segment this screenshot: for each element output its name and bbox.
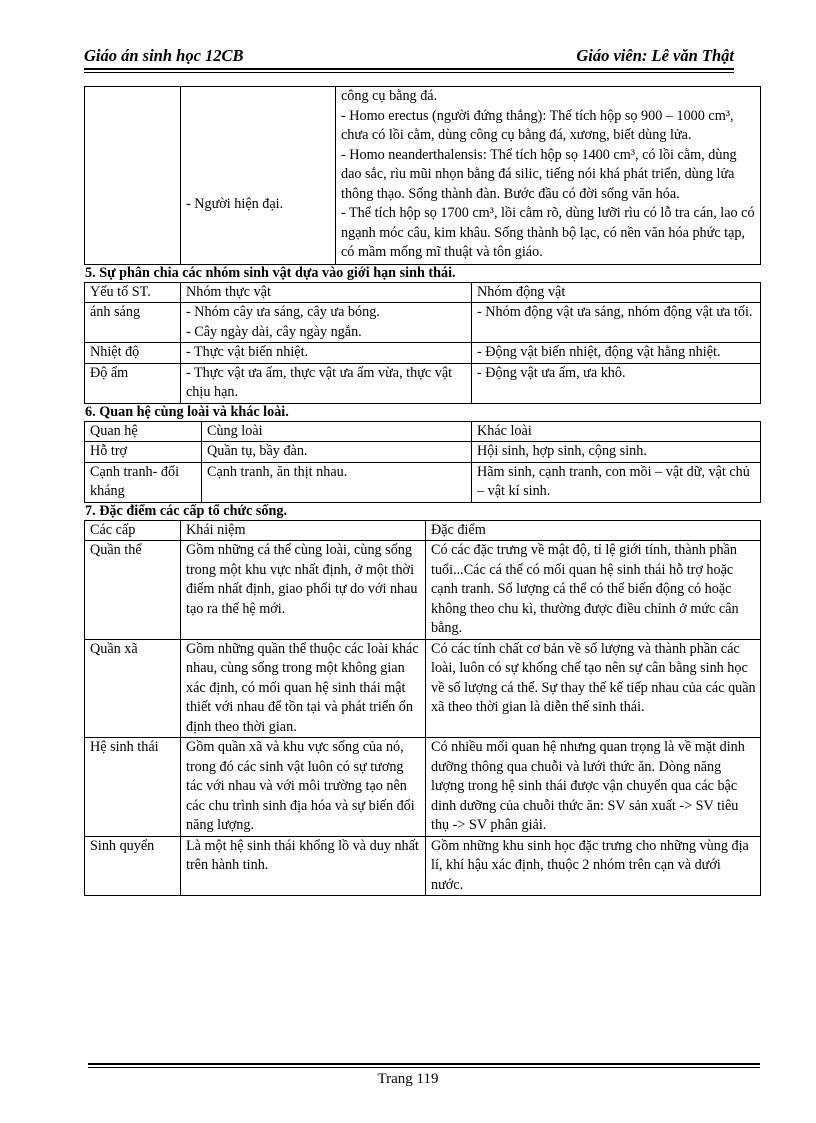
column-header: Quan hệ <box>85 421 202 442</box>
column-header: Đặc điểm <box>426 520 761 541</box>
table-row <box>85 343 761 364</box>
level-cell: Quần xã <box>85 639 181 738</box>
concept-cell: Là một hệ sinh thái khổng lồ và duy nhất trên hành tinh. <box>181 836 426 896</box>
header-teacher: Giáo viên: Lê văn Thật <box>576 46 734 65</box>
table-header-row <box>85 421 761 442</box>
column-header: Khác loài <box>472 421 761 442</box>
table-row <box>85 541 761 640</box>
feature-cell: Có các tính chất cơ bản về số lượng và thành phần các loài, luôn có sự khống chế tạo nên sự cân bằng sinh học về số lượng cá thể. Sự thay thế kế tiếp nhau của các quần xã theo thời gian là diễn thế sinh thái. <box>426 639 761 738</box>
table-row <box>85 836 761 896</box>
footer-rule <box>88 1063 760 1065</box>
document-body <box>84 86 760 896</box>
human-evolution-table <box>84 86 761 265</box>
page-number: Trang 119 <box>377 1071 439 1087</box>
concept-cell: Gồm quần xã và khu vực sống của nó, trong đó các sinh vật luôn có sự tương tác với nhau và với môi trường tạo nên các chu trình sinh địa hóa và sự biến đổi năng lượng. <box>181 738 426 837</box>
section-7-table <box>84 520 761 897</box>
relation-cell: Cạnh tranh- đối kháng <box>85 462 202 502</box>
factor-cell: Nhiệt độ <box>85 343 181 364</box>
animals-cell: - Động vật biến nhiệt, động vật hằng nhiệt. <box>472 343 761 364</box>
column-header: Cùng loài <box>202 421 472 442</box>
table-row <box>85 442 761 463</box>
section-5-table <box>84 282 761 404</box>
plants-cell: - Thực vật biến nhiệt. <box>181 343 472 364</box>
table-row <box>85 303 761 343</box>
section-6-table <box>84 421 761 503</box>
table-row <box>85 462 761 502</box>
feature-cell: Có nhiều mối quan hệ nhưng quan trọng là về mặt dinh dưỡng thông qua chuỗi và lưới thức ăn. Dòng năng lượng trong hệ sinh thái được vận chuyển qua các bậc dinh dưỡng của chuỗi thức ăn: SV sản xuất -> SV tiêu thụ -> SV phân giải. <box>426 738 761 837</box>
level-cell: Quần thể <box>85 541 181 640</box>
section-6-title: 6. Quan hệ cùng loài và khác loài. <box>85 403 289 420</box>
level-cell: Hệ sinh thái <box>85 738 181 837</box>
same-species-cell: Cạnh tranh, ăn thịt nhau. <box>202 462 472 502</box>
section-5-title: 5. Sự phân chia các nhóm sinh vật dựa vào giới hạn sinh thái. <box>85 264 456 281</box>
plants-cell: - Thực vật ưa ẩm, thực vật ưa ẩm vừa, thực vật chịu hạn. <box>181 363 472 403</box>
header-rule <box>84 68 734 70</box>
feature-cell: Có các đặc trưng về mật độ, tỉ lệ giới tính, thành phần tuổi...Các cá thể có mối quan hệ sinh thái hỗ trợ hoặc cạnh tranh. Số lượng cá thể có thể biến động có hoặc không theo chu kì, thường được điều chỉnh ở mức cân bằng. <box>426 541 761 640</box>
factor-cell: ánh sáng <box>85 303 181 343</box>
concept-cell: Gồm những cá thể cùng loài, cùng sống trong một khu vực nhất định, ở một thời điểm nhất định, giao phối tự do với nhau tạo ra thế hệ mới. <box>181 541 426 640</box>
plants-line: - Cây ngày dài, cây ngày ngắn. <box>186 323 362 340</box>
column-header: Nhóm thực vật <box>181 282 472 303</box>
factor-cell: Độ ẩm <box>85 363 181 403</box>
diff-species-cell: Hãm sinh, cạnh tranh, con mồi – vật dữ, vật chủ – vật kí sinh. <box>472 462 761 502</box>
same-species-cell: Quần tụ, bầy đàn. <box>202 442 472 463</box>
page-header <box>84 44 734 68</box>
human-stage-description <box>336 87 761 265</box>
empty-cell <box>85 87 181 265</box>
header-rule-thin <box>84 72 734 73</box>
column-header: Các cấp <box>85 520 181 541</box>
column-header: Khái niệm <box>181 520 426 541</box>
table-row <box>85 363 761 403</box>
plants-cell <box>181 303 472 343</box>
animals-cell: - Động vật ưa ẩm, ưa khô. <box>472 363 761 403</box>
human-stage-label: - Người hiện đại. <box>181 87 336 265</box>
level-cell: Sinh quyển <box>85 836 181 896</box>
table-header-row <box>85 282 761 303</box>
footer-rule-thin <box>88 1067 760 1068</box>
table-row <box>85 639 761 738</box>
relation-cell: Hỗ trợ <box>85 442 202 463</box>
desc-line: công cụ bằng đá. <box>341 88 438 104</box>
plants-line: - Nhóm cây ưa sáng, cây ưa bóng. <box>186 304 380 320</box>
diff-species-cell: Hội sinh, hợp sinh, cộng sinh. <box>472 442 761 463</box>
table-header-row <box>85 520 761 541</box>
column-header: Nhóm động vật <box>472 282 761 303</box>
animals-cell: - Nhóm động vật ưa sáng, nhóm động vật ưa tối. <box>472 303 761 343</box>
concept-cell: Gồm những quần thể thuộc các loài khác nhau, cùng sống trong một không gian xác định, có mối quan hệ sinh thái mật thiết với nhau để tồn tại và phát triển ổn định theo thời gian. <box>181 639 426 738</box>
desc-line: - Thể tích hộp sọ 1700 cm³, lồi cằm rõ, dùng lưỡi rìu có lỗ tra cán, lao có ngạnh móc câu, kim khâu. Sống thành bộ lạc, có nền văn hóa phức tạp, có mầm mống mĩ thuật và tôn giáo. <box>341 205 755 260</box>
desc-line: - Homo neanderthalensis: Thể tích hộp sọ 1400 cm³, có lồi cằm, dùng dao sắc, rìu mũi nhọn bằng đá silic, tiếng nói khá phát triển, dùng lửa thông thạo. Sống thành đàn. Bước đầu có đời sống văn hóa. <box>341 146 737 202</box>
column-header: Yếu tố ST. <box>85 282 181 303</box>
desc-line: - Homo erectus (người đứng thẳng): Thể tích hộp sọ 900 – 1000 cm³, chưa có lồi cằm, dùng công cụ bằng đá, xương, biết dùng lửa. <box>341 107 734 143</box>
header-subject: Giáo án sinh học 12CB <box>84 46 244 65</box>
table-row <box>85 87 761 265</box>
table-row <box>85 738 761 837</box>
section-7-title: 7. Đặc điểm các cấp tổ chức sống. <box>85 502 287 519</box>
feature-cell: Gồm những khu sinh học đặc trưng cho những vùng địa lí, khí hậu xác định, thuộc 2 nhóm trên cạn và dưới nước. <box>426 836 761 896</box>
